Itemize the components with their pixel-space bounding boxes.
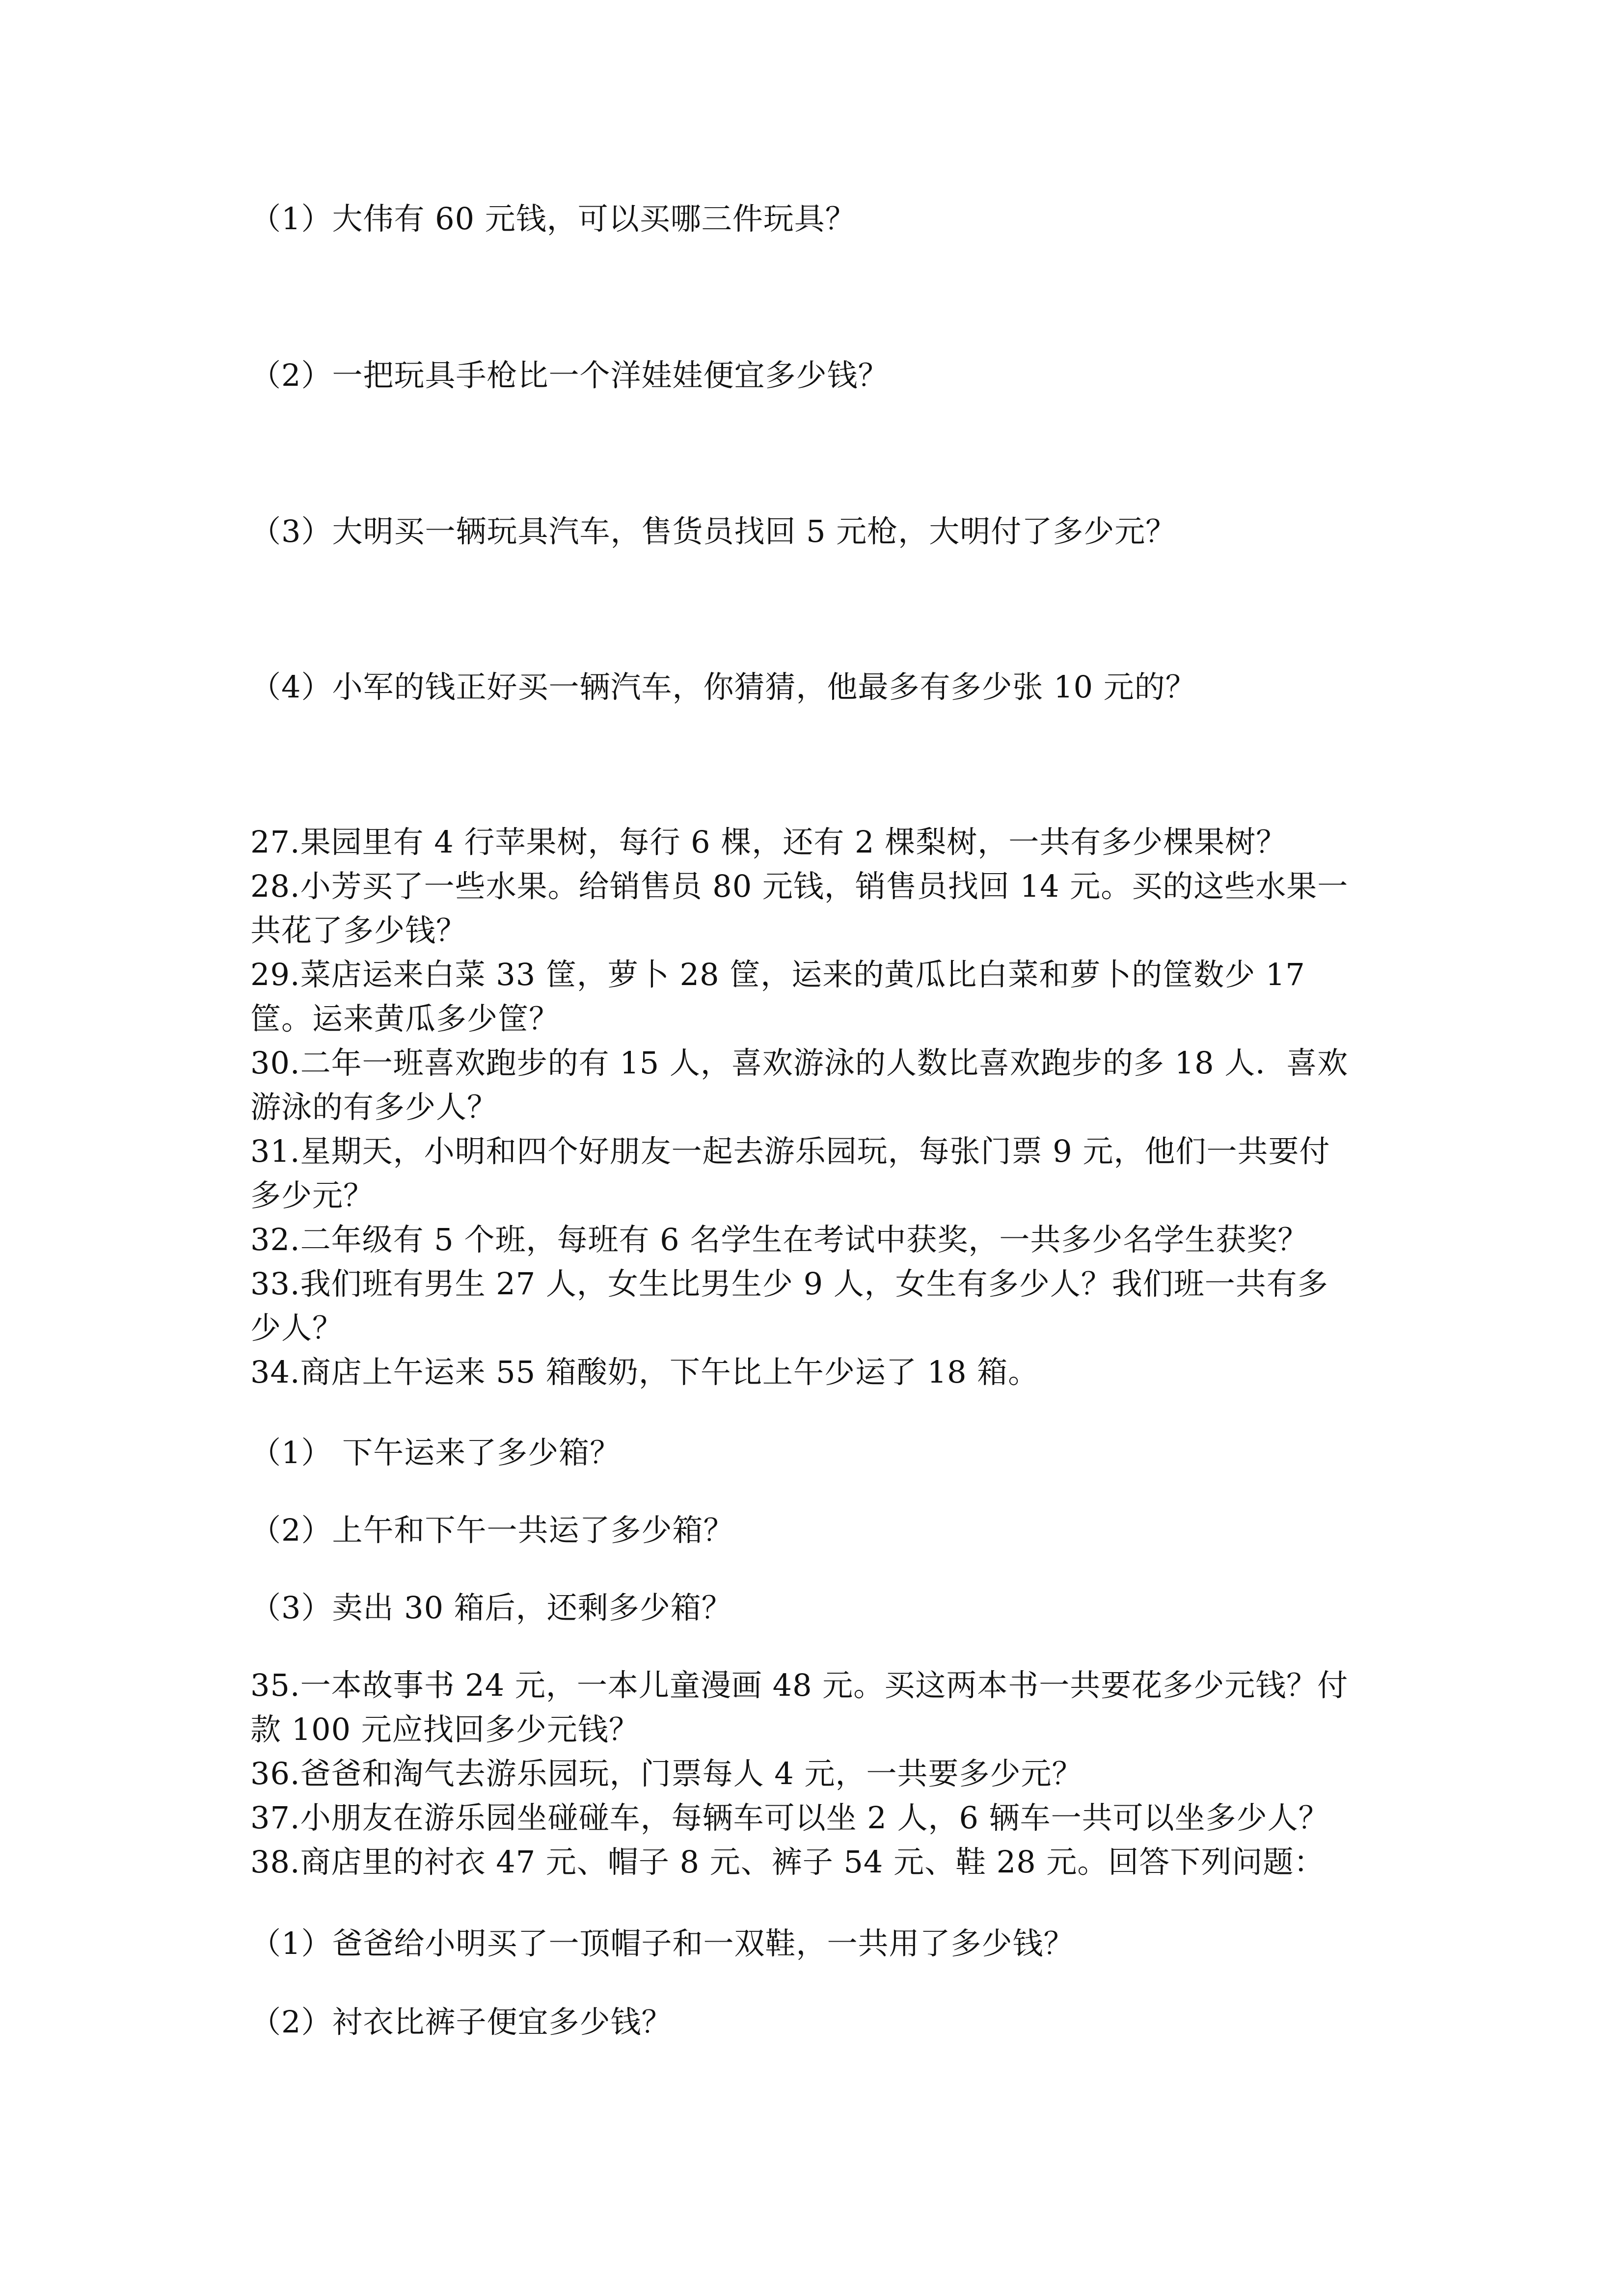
question-26-part-4: （4）小军的钱正好买一辆汽车，你猜猜，他最多有多少张 10 元的？: [250, 669, 1196, 705]
question-26-part-3: （3）大明买一辆玩具汽车，售货员找回 5 元枪，大明付了多少元？: [250, 513, 1177, 549]
question-36: 36.爸爸和淘气去游乐园玩，门票每人 4 元，一共要多少元？: [250, 1756, 1083, 1791]
question-30-line-1: 30.二年一班喜欢跑步的有 15 人，喜欢游泳的人数比喜欢跑步的多 18 人．喜欢: [250, 1045, 1349, 1081]
question-34-part-3: （3）卖出 30 箱后，还剩多少箱？: [250, 1590, 732, 1626]
question-35-line-2: 款 100 元应找回多少元钱？: [250, 1711, 640, 1747]
question-33-line-1: 33.我们班有男生 27 人，女生比男生少 9 人，女生有多少人？我们班一共有多: [250, 1266, 1328, 1302]
question-34: 34.商店上午运来 55 箱酸奶，下午比上午少运了 18 箱。: [250, 1354, 1039, 1390]
question-31-line-1: 31.星期天，小明和四个好朋友一起去游乐园玩，每张门票 9 元，他们一共要付: [250, 1133, 1330, 1169]
question-28-line-1: 28.小芳买了一些水果。给销售员 80 元钱，销售员找回 14 元。买的这些水果一: [250, 868, 1349, 904]
question-30-line-2: 游泳的有多少人？: [250, 1089, 498, 1125]
question-28-line-2: 共花了多少钱？: [250, 912, 467, 948]
question-34-part-2: （2）上午和下午一共运了多少箱？: [250, 1512, 734, 1548]
question-27: 27.果园里有 4 行苹果树，每行 6 棵，还有 2 棵梨树，一共有多少棵果树？: [250, 824, 1287, 860]
question-32: 32.二年级有 5 个班，每班有 6 名学生在考试中获奖，一共多少名学生获奖？: [250, 1222, 1309, 1257]
question-34-part-1: （1） 下午运来了多少箱？: [250, 1435, 621, 1470]
question-38-part-1: （1）爸爸给小明买了一顶帽子和一双鞋，一共用了多少钱？: [250, 1925, 1075, 1961]
question-38: 38.商店里的衬衣 47 元、帽子 8 元、裤子 54 元、鞋 28 元。回答下列问题：: [250, 1844, 1325, 1880]
question-37: 37.小朋友在游乐园坐碰碰车，每辆车可以坐 2 人，6 辆车一共可以坐多少人？: [250, 1800, 1329, 1836]
question-26-part-2: （2）一把玩具手枪比一个洋娃娃便宜多少钱？: [250, 357, 889, 393]
question-35-line-1: 35.一本故事书 24 元，一本儿童漫画 48 元。买这两本书一共要花多少元钱？付: [250, 1667, 1349, 1703]
question-29-line-2: 筐。运来黄瓜多少筐？: [250, 1001, 560, 1037]
question-33-line-2: 少人？: [250, 1310, 344, 1346]
question-31-line-2: 多少元？: [250, 1177, 375, 1213]
question-38-part-2: （2）衬衣比裤子便宜多少钱？: [250, 2004, 673, 2040]
question-29-line-1: 29.菜店运来白菜 33 筐，萝卜 28 筐，运来的黄瓜比白菜和萝卜的筐数少 17: [250, 957, 1305, 992]
question-26-part-1: （1）大伟有 60 元钱，可以买哪三件玩具？: [250, 201, 856, 237]
